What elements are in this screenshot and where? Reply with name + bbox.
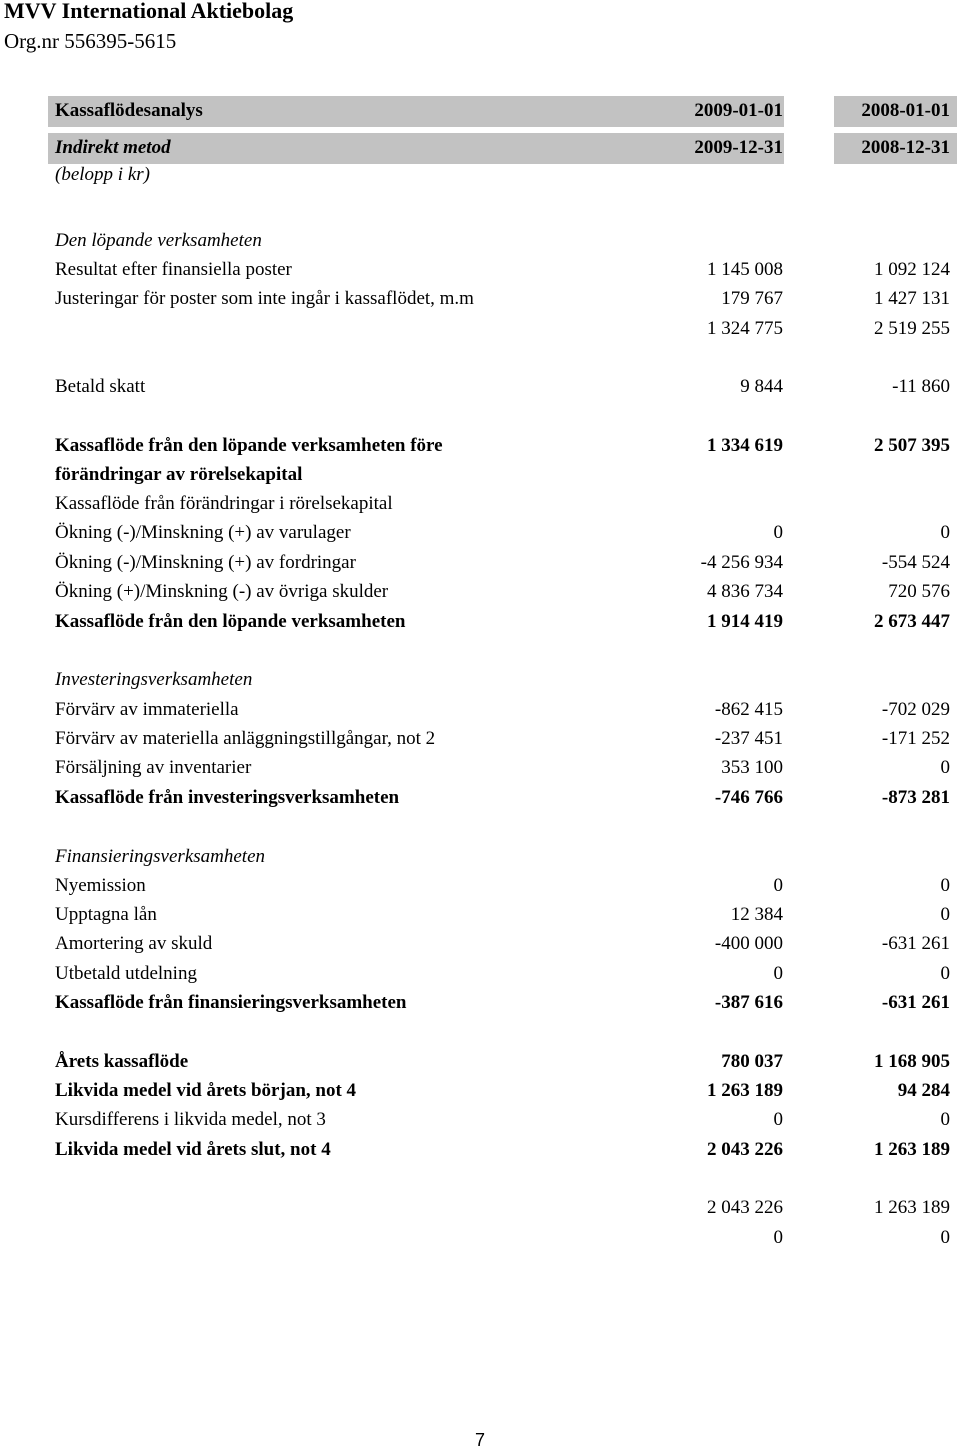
org-number: Org.nr 556395-5615 (4, 29, 177, 53)
value-2008: -554 524 (881, 552, 950, 573)
col1-period-start: 2009-01-01 (694, 100, 783, 121)
value-2009: -400 000 (714, 933, 783, 954)
value-2008: 1 263 189 (874, 1139, 950, 1160)
section-heading-financing (0, 844, 960, 870)
section-heading-investing (0, 667, 960, 693)
table-row (0, 257, 960, 283)
row-label: Utbetald utdelning (55, 963, 197, 984)
row-label: Ökning (-)/Minskning (+) av fordringar (55, 552, 356, 573)
col2-period-start: 2008-01-01 (861, 100, 950, 121)
unit-row (0, 162, 960, 188)
value-2009: 1 324 775 (707, 318, 783, 339)
value-2009: 179 767 (721, 288, 783, 309)
value-2008: 0 (940, 904, 950, 925)
total-row-continuation (0, 462, 960, 488)
total-row (0, 1137, 960, 1163)
total-row (0, 1078, 960, 1104)
value-2008: 2 673 447 (874, 611, 950, 632)
table-row (0, 520, 960, 546)
value-2009: 4 836 734 (707, 581, 783, 602)
value-2008: 720 576 (888, 581, 950, 602)
value-2009: 2 043 226 (707, 1139, 783, 1160)
value-2008: -873 281 (881, 787, 950, 808)
total-row (0, 609, 960, 635)
value-2008: 0 (940, 522, 950, 543)
row-label: Resultat efter finansiella poster (55, 259, 292, 280)
subtotal-row (0, 316, 960, 342)
table-header-row (0, 98, 960, 124)
col1-period-end: 2009-12-31 (694, 137, 783, 158)
row-label: Kassaflöde från den löpande verksamheten före (55, 435, 443, 456)
table-row (0, 961, 960, 987)
value-2008: 0 (940, 1109, 950, 1130)
table-row (0, 1107, 960, 1133)
row-label: Likvida medel vid årets slut, not 4 (55, 1139, 331, 1160)
table-row (0, 902, 960, 928)
row-label: Nyemission (55, 875, 146, 896)
row-label: Upptagna lån (55, 904, 157, 925)
statement-title: Kassaflödesanalys (55, 100, 203, 121)
value-2009: -387 616 (714, 992, 783, 1013)
table-row (0, 697, 960, 723)
value-2009: 0 (773, 522, 783, 543)
value-2008: 2 507 395 (874, 435, 950, 456)
unit-label: (belopp i kr) (55, 164, 150, 185)
row-label: förändringar av rörelsekapital (55, 464, 303, 485)
row-label: Kursdifferens i likvida medel, not 3 (55, 1109, 326, 1130)
value-2009: 353 100 (721, 757, 783, 778)
row-label: Årets kassaflöde (55, 1051, 189, 1072)
row-label: Kassaflöde från den löpande verksamheten (55, 611, 406, 632)
row-label: Förvärv av materiella anläggningstillgångar, not 2 (55, 728, 436, 749)
total-row (0, 1049, 960, 1075)
total-row (0, 433, 960, 459)
row-label: Investeringsverksamheten (55, 669, 253, 690)
row-label: Förvärv av immateriella (55, 699, 239, 720)
row-label: Kassaflöde från investeringsverksamheten (55, 787, 400, 808)
table-row (0, 374, 960, 400)
total-row (0, 785, 960, 811)
value-2008: -702 029 (881, 699, 950, 720)
value-2009: -746 766 (714, 787, 783, 808)
value-2008: -11 860 (892, 376, 950, 397)
value-2008: 1 168 905 (874, 1051, 950, 1072)
value-2009: 1 263 189 (707, 1080, 783, 1101)
value-2008: -171 252 (881, 728, 950, 749)
table-row (0, 726, 960, 752)
value-2008: 0 (940, 875, 950, 896)
value-2009: 2 043 226 (707, 1197, 783, 1218)
company-name: MVV International Aktiebolag (4, 0, 294, 23)
section-heading-operating (0, 228, 960, 254)
check-difference-row (0, 1225, 960, 1251)
value-2009: 0 (773, 963, 783, 984)
value-2009: 9 844 (740, 376, 783, 397)
value-2008: 0 (940, 963, 950, 984)
value-2009: 1 914 419 (707, 611, 783, 632)
page-number: 7 (474, 1430, 485, 1450)
value-2008: -631 261 (881, 992, 950, 1013)
table-row (0, 550, 960, 576)
value-2009: 780 037 (721, 1051, 783, 1072)
value-2008: 1 263 189 (874, 1197, 950, 1218)
table-row (0, 873, 960, 899)
table-row (0, 931, 960, 957)
row-label: Ökning (-)/Minskning (+) av varulager (55, 522, 351, 543)
value-2008: 0 (940, 757, 950, 778)
row-label: Den löpande verksamheten (55, 230, 262, 251)
value-2009: -862 415 (714, 699, 783, 720)
row-label: Ökning (+)/Minskning (-) av övriga skulder (55, 581, 389, 602)
table-row (0, 579, 960, 605)
row-label: Finansieringsverksamheten (55, 846, 266, 867)
section-heading-working-capital (0, 491, 960, 517)
row-label: Justeringar för poster som inte ingår i kassaflödet, m.m (55, 288, 474, 309)
value-2009: 0 (773, 1227, 783, 1248)
value-2009: 0 (773, 1109, 783, 1130)
value-2009: -4 256 934 (700, 552, 783, 573)
table-row (0, 286, 960, 312)
table-subheader-row (0, 135, 960, 161)
row-label: Betald skatt (55, 376, 146, 397)
col2-period-end: 2008-12-31 (861, 137, 950, 158)
check-row (0, 1195, 960, 1221)
row-label: Amortering av skuld (55, 933, 213, 954)
value-2009: 1 145 008 (707, 259, 783, 280)
value-2008: 94 284 (897, 1080, 950, 1101)
value-2008: -631 261 (881, 933, 950, 954)
value-2008: 1 092 124 (874, 259, 950, 280)
row-label: Kassaflöde från förändringar i rörelsekapital (55, 493, 393, 514)
value-2009: 1 334 619 (707, 435, 783, 456)
value-2008: 2 519 255 (874, 318, 950, 339)
value-2008: 1 427 131 (874, 288, 950, 309)
table-row (0, 755, 960, 781)
value-2009: -237 451 (714, 728, 783, 749)
method-label: Indirekt metod (55, 137, 171, 158)
row-label: Försäljning av inventarier (55, 757, 252, 778)
row-label: Kassaflöde från finansieringsverksamheten (55, 992, 407, 1013)
value-2009: 0 (773, 875, 783, 896)
value-2008: 0 (940, 1227, 950, 1248)
row-label: Likvida medel vid årets början, not 4 (55, 1080, 357, 1101)
value-2009: 12 384 (730, 904, 783, 925)
total-row (0, 990, 960, 1016)
